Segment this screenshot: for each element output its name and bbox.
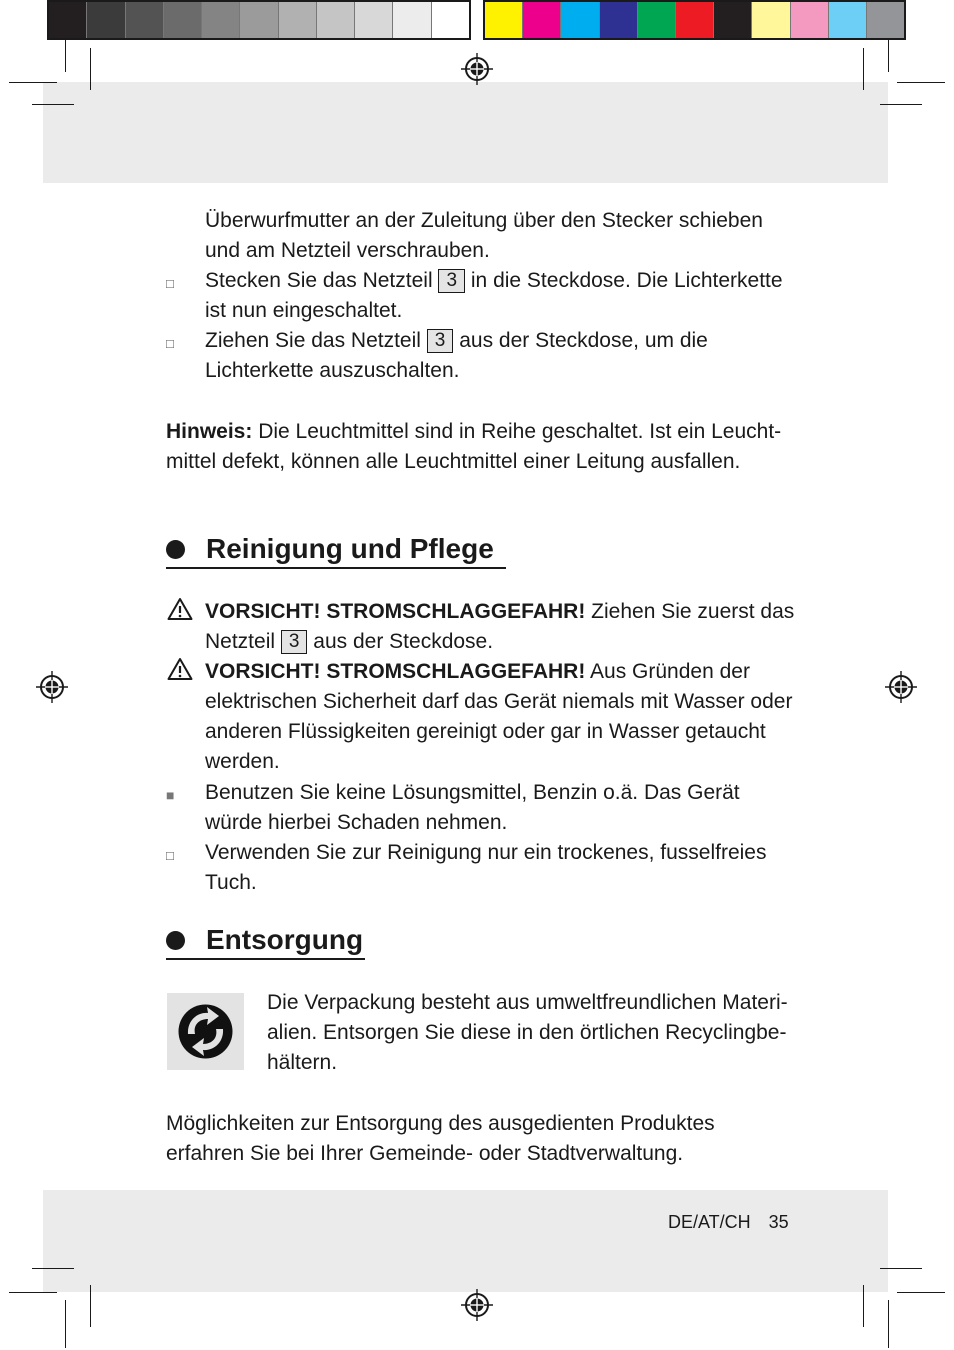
cleaning-title: Reinigung und Pflege: [206, 533, 494, 564]
open-bullet-icon: □: [166, 276, 174, 291]
crop-mark: [9, 1292, 57, 1293]
grayscale-calibration-bar: [47, 0, 471, 40]
disposal-heading: [166, 923, 363, 957]
crop-mark: [863, 48, 864, 90]
heading-bullet-icon: [166, 540, 185, 559]
packaging-text: Die Verpackung besteht aus umweltfreundlichen Materi-alien. Entsorgen Sie diese in den örtlichen Recyclingbe-hältern.: [267, 991, 788, 1074]
crop-mark: [880, 1268, 922, 1269]
note-text: Die Leuchtmittel sind in Reihe geschaltet. Ist ein Leucht-mittel defekt, können alle Leuchtmittel einer Leitung ausfallen.: [166, 420, 782, 473]
page-number: 35: [768, 1212, 789, 1232]
open-bullet-icon: □: [166, 336, 174, 351]
color-swatch: [829, 2, 867, 38]
gray-swatch: [126, 2, 164, 38]
crop-mark: [880, 104, 922, 105]
open-bullet-icon: □: [166, 848, 174, 863]
gray-swatch: [355, 2, 393, 38]
gray-swatch: [317, 2, 355, 38]
crop-mark: [90, 1285, 91, 1327]
color-swatch: [523, 2, 561, 38]
gray-swatch: [164, 2, 202, 38]
crop-mark: [90, 48, 91, 90]
part-reference-badge: 3: [438, 269, 465, 293]
cleaning-heading: [166, 532, 494, 566]
registration-mark-icon: [885, 671, 917, 703]
warning-water: VORSICHT! STROMSCHLAGGEFAHR! Aus Gründen der elektrischen Sicherheit darf das Gerät niemals mit Wasser oder anderen Flüssigkeiten gereinigt oder gar in Wasser getaucht werden.: [205, 660, 793, 773]
crop-mark: [32, 104, 74, 105]
color-swatch: [867, 2, 904, 38]
color-swatch: [791, 2, 829, 38]
gray-swatch: [87, 2, 125, 38]
gray-swatch: [202, 2, 240, 38]
gray-swatch: [240, 2, 278, 38]
warning-unplug: VORSICHT! STROMSCHLAGGEFAHR! Ziehen Sie zuerst das Netzteil 3 aus der Steckdose.: [205, 600, 795, 653]
color-swatch: [714, 2, 752, 38]
crop-mark: [65, 40, 66, 72]
intro-item-unplug: Ziehen Sie das Netzteil 3 aus der Steckdose, um die Lichterkette auszuschalten.: [205, 329, 708, 382]
registration-mark-icon: [461, 1289, 493, 1321]
part-reference-badge: 3: [281, 630, 308, 654]
registration-mark-icon: [461, 53, 493, 85]
heading-underline: [166, 958, 365, 960]
crop-mark: [888, 1300, 889, 1348]
note-paragraph: [166, 417, 796, 477]
color-swatch: [638, 2, 676, 38]
crop-mark: [863, 1285, 864, 1327]
crop-mark: [897, 1292, 945, 1293]
color-swatch: [676, 2, 714, 38]
color-swatch: [752, 2, 790, 38]
heading-bullet-icon: [166, 931, 185, 950]
crop-mark: [897, 82, 945, 83]
footer-region: DE/AT/CH: [668, 1212, 751, 1232]
heading-underline: [166, 567, 506, 569]
gray-swatch: [49, 2, 87, 38]
product-disposal-text: Möglichkeiten zur Entsorgung des ausgedienten Produktes erfahren Sie bei Ihrer Gemeinde- oder Stadtverwaltung.: [166, 1112, 715, 1165]
cleaning-item-cloth: Verwenden Sie zur Reinigung nur ein trockenes, fusselfreies Tuch.: [205, 841, 767, 894]
gray-swatch: [432, 2, 469, 38]
warning-triangle-icon: [167, 597, 193, 621]
intro-item-plug-in: Stecken Sie das Netzteil 3 in die Steckdose. Die Lichterkette ist nun eingeschaltet.: [205, 269, 783, 322]
header-band: [43, 82, 888, 183]
color-calibration-bar: [483, 0, 906, 40]
color-swatch: [600, 2, 638, 38]
filled-bullet-icon: ■: [166, 787, 175, 803]
page-footer: [668, 1210, 789, 1234]
disposal-title: Entsorgung: [206, 924, 364, 955]
green-dot-recycling-icon: [167, 993, 244, 1070]
crop-mark: [888, 40, 889, 72]
crop-mark: [65, 1300, 66, 1348]
gray-swatch: [279, 2, 317, 38]
part-reference-badge: 3: [427, 329, 454, 353]
crop-mark: [9, 82, 57, 83]
gray-swatch: [393, 2, 431, 38]
footer-band: [43, 1190, 888, 1292]
note-label: Hinweis:: [166, 420, 253, 443]
warning-triangle-icon: [167, 657, 193, 681]
recycling-symbol-box: [167, 993, 244, 1070]
cleaning-item-solvents: Benutzen Sie keine Lösungsmittel, Benzin o.ä. Das Gerät würde hierbei Schaden nehmen.: [205, 781, 740, 834]
color-swatch: [485, 2, 523, 38]
color-swatch: [561, 2, 599, 38]
crop-mark: [32, 1268, 74, 1269]
intro-continuation-text: Überwurfmutter an der Zuleitung über den Stecker schieben und am Netzteil verschrauben.: [205, 209, 763, 262]
registration-mark-icon: [36, 671, 68, 703]
